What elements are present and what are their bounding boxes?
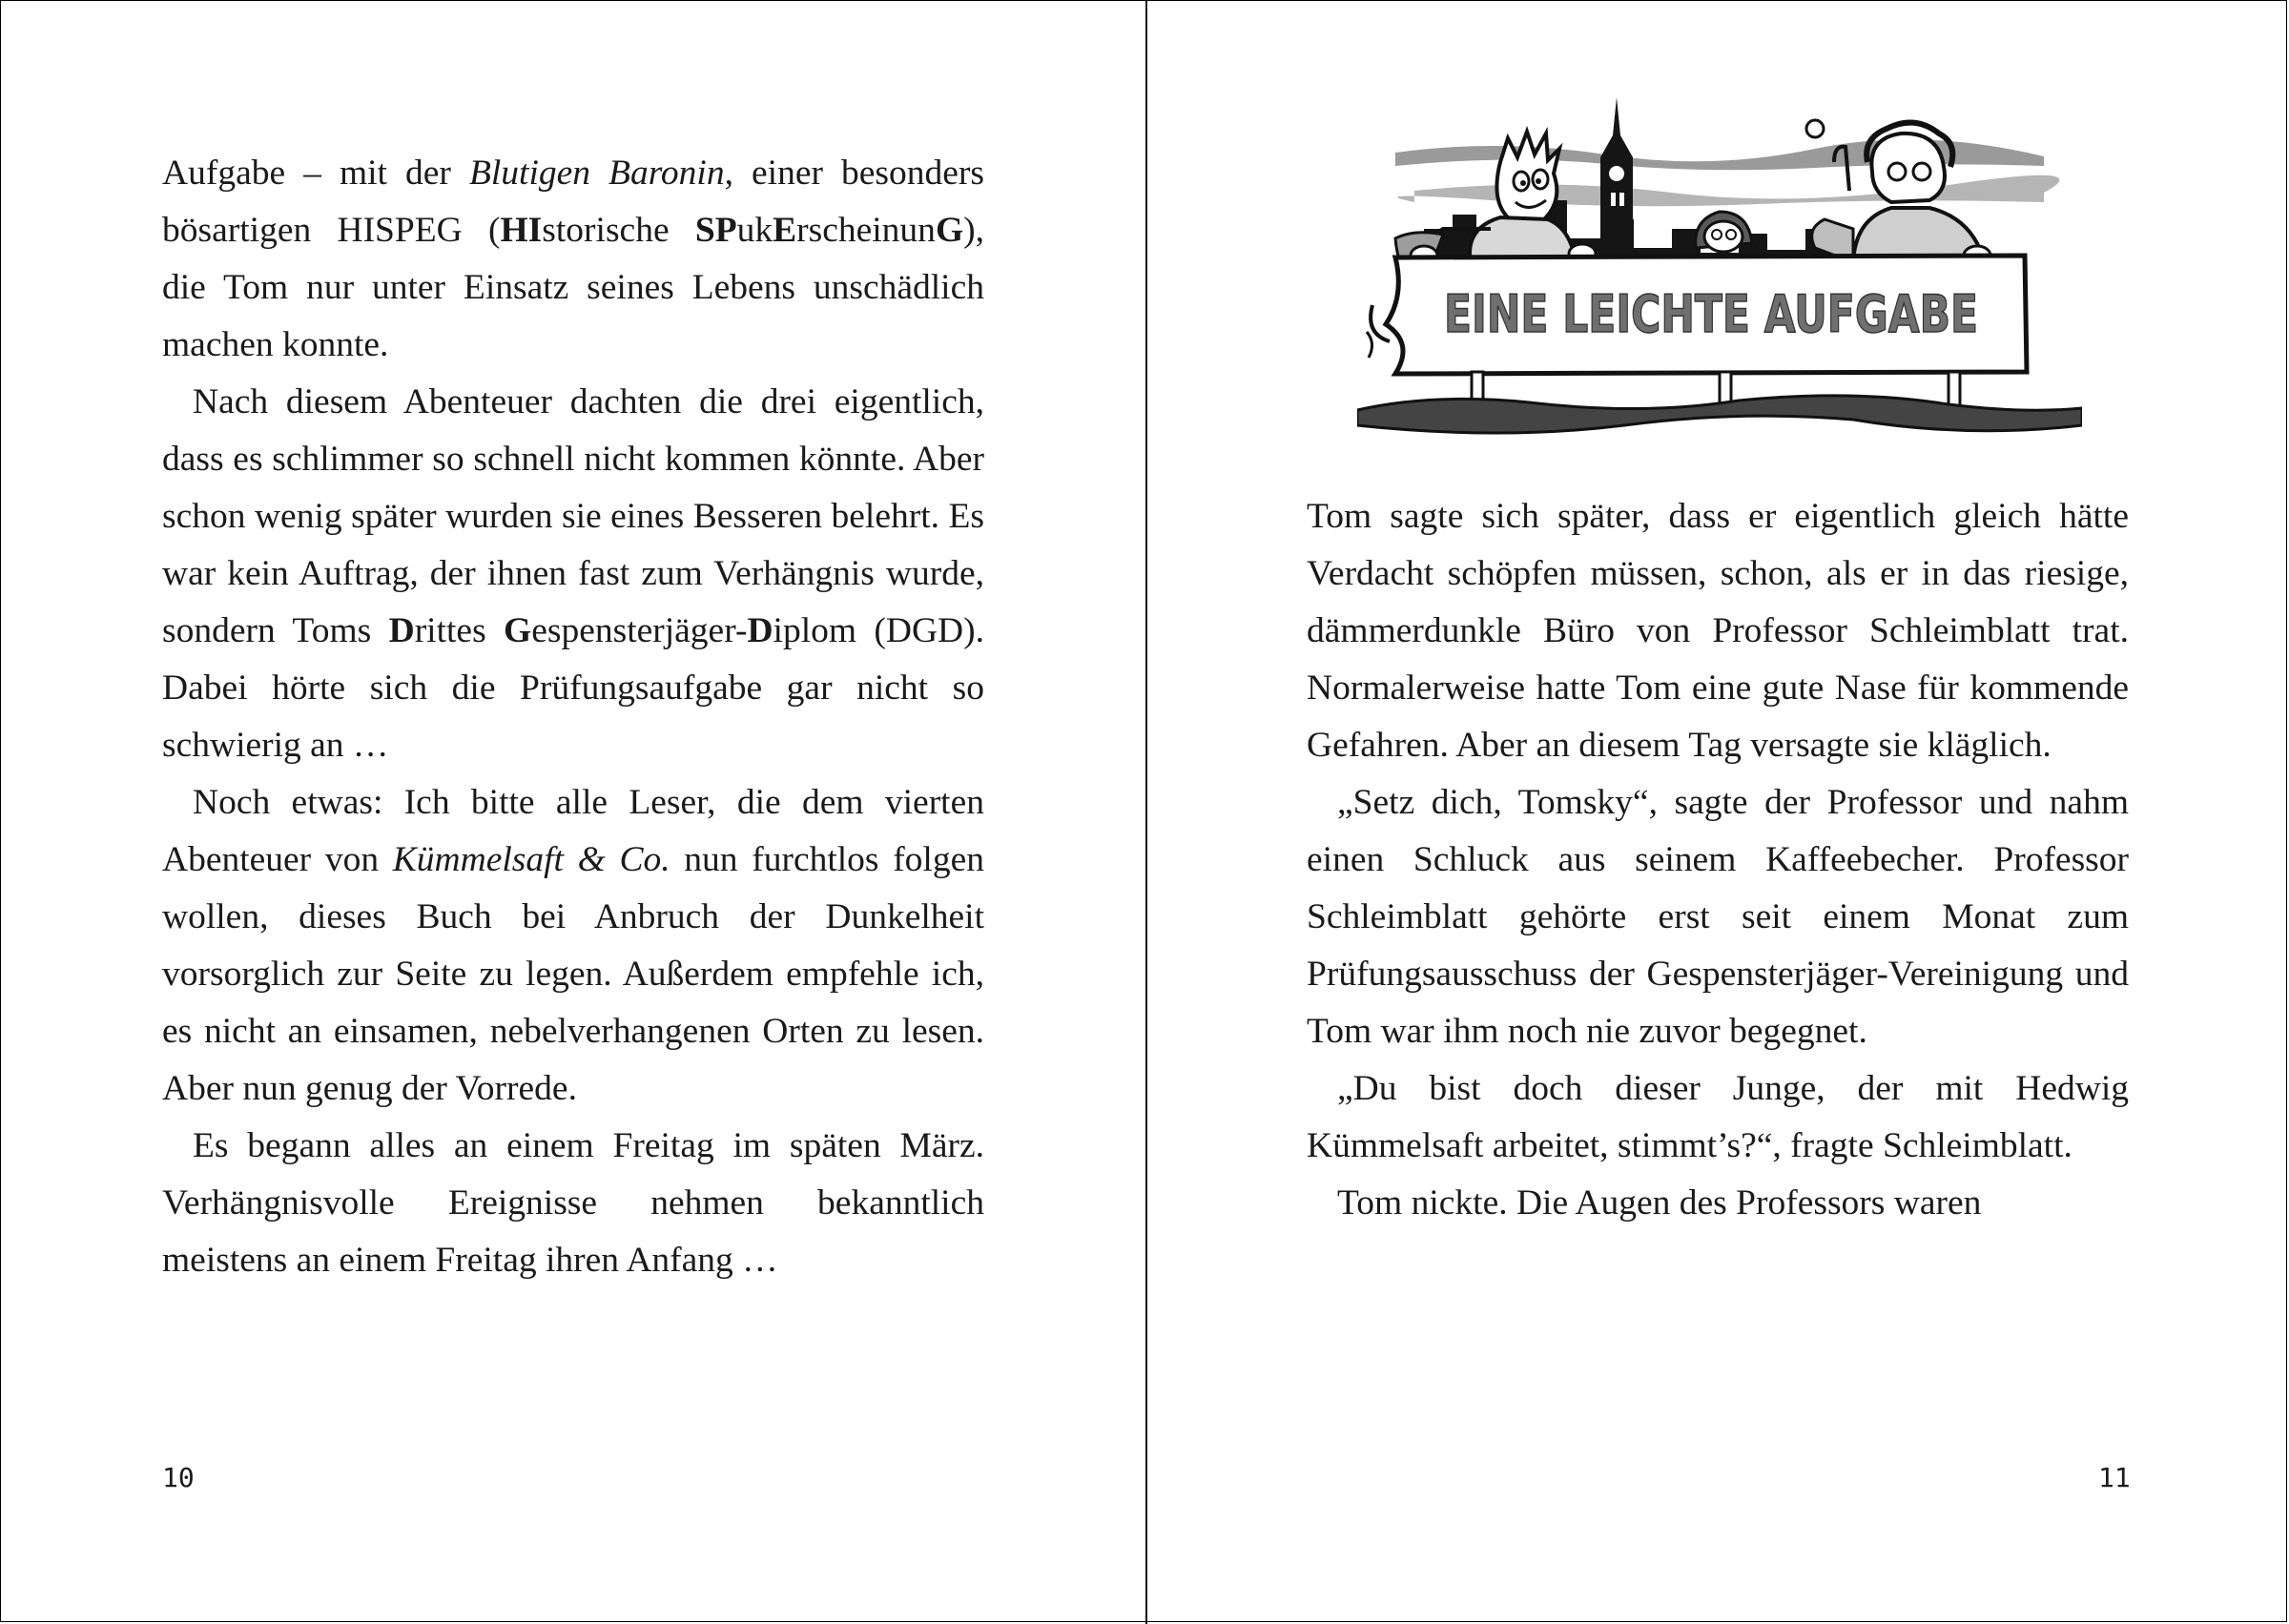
text-run: espensterjäger- bbox=[531, 611, 748, 650]
bold-text-run: D bbox=[747, 611, 773, 650]
paragraph bbox=[1307, 1060, 2129, 1175]
paragraph bbox=[162, 145, 984, 374]
text-run: Tom sagte sich später, dass er eigentlich gleich hätte Verdacht schöpfen müssen, schon, als er in das riesige, dämmerdunkle Büro von Professor Schleimblatt trat. Normalerweise hatte Tom eine gute Nase für kommende Gefahren. Aber an diesem Tag versagte sie kläglich. bbox=[1307, 497, 2129, 765]
cloud-band bbox=[1395, 139, 2044, 170]
text-run: iplom (DGD). Dabei hörte sich die Prüfungsaufgabe gar nicht so schwierig an … bbox=[162, 611, 984, 765]
paragraph bbox=[1307, 1175, 2129, 1232]
paragraph bbox=[162, 374, 984, 774]
bold-text-run: E bbox=[773, 211, 797, 250]
paragraph bbox=[1307, 774, 2129, 1060]
paragraph bbox=[1307, 488, 2129, 774]
bold-text-run: SP bbox=[694, 211, 737, 250]
bold-text-run: G bbox=[504, 611, 532, 650]
italic-text-run: Kümmelsaft & Co. bbox=[392, 840, 670, 879]
text-run: „Du bist doch dieser Junge, der mit Hedwig Kümmelsaft arbeitet, stimmt’s?“, fragte Schleimblatt. bbox=[1307, 1069, 2129, 1165]
text-run: ), die Tom nur unter Einsatz seines Lebens unschädlich machen konnte. bbox=[162, 211, 984, 364]
text-run: Nach diesem Abenteuer dachten die drei eigentlich, dass es schlimmer so schnell nicht kommen könnte. Aber schon wenig später wurden sie eines Besseren belehrt. Es war kein Auftrag, der ihnen fast zum Verhängnis wurde, sondern Toms bbox=[162, 382, 984, 650]
text-run: uk bbox=[736, 211, 773, 250]
text-run: Noch etwas: Ich bitte alle Leser, die dem vierten Abenteuer von bbox=[162, 783, 984, 879]
italic-text-run: Blutigen Baronin bbox=[468, 154, 725, 193]
moon-icon bbox=[1806, 120, 1824, 137]
paragraph bbox=[162, 774, 984, 1118]
text-run: storische bbox=[542, 211, 695, 250]
text-run: , einer besonders bösartigen HISPEG ( bbox=[162, 154, 984, 250]
right-text-block bbox=[1307, 488, 2129, 1232]
bold-text-run: HI bbox=[500, 211, 543, 250]
text-run: rittes bbox=[414, 611, 505, 650]
text-run: Tom nickte. Die Augen des Professors waren bbox=[1337, 1183, 1982, 1223]
paragraph bbox=[162, 1118, 984, 1289]
bold-text-run: D bbox=[388, 611, 415, 650]
chapter-illustration bbox=[1357, 86, 2082, 467]
page-number: 11 bbox=[2098, 1462, 2131, 1493]
bold-text-run: G bbox=[935, 211, 964, 250]
text-run: rscheinun bbox=[796, 211, 936, 250]
page-number: 10 bbox=[162, 1462, 195, 1493]
chapter-title: EINE LEICHTE AUFGABE bbox=[1444, 284, 1978, 344]
text-run: Aufgabe – mit der bbox=[162, 154, 469, 193]
text-run: Es begann alles an einem Freitag im späten März. Verhängnisvolle Ereignisse nehmen bekanntlich meistens an einem Freitag ihren Anfang … bbox=[162, 1126, 984, 1280]
text-run: „Setz dich, Tomsky“, sagte der Professor und nahm einen Schluck aus seinem Kaffeebecher. Professor Schleimblatt gehörte erst seit einem Monat zum Prüfungsausschuss der Gespensterjäger-Vereinigung und Tom war ihm noch nie zuvor begegnet. bbox=[1307, 783, 2129, 1051]
text-run: nun furchtlos folgen wollen, dieses Buch bei Anbruch der Dunkelheit vorsorglich zur Seite zu legen. Außerdem empfehle ich, es nicht an einsamen, nebelverhangenen Orten zu lesen. Aber nun genug der Vorrede. bbox=[162, 840, 984, 1108]
right-page bbox=[1147, 0, 2289, 1624]
left-text-block bbox=[162, 145, 984, 1289]
